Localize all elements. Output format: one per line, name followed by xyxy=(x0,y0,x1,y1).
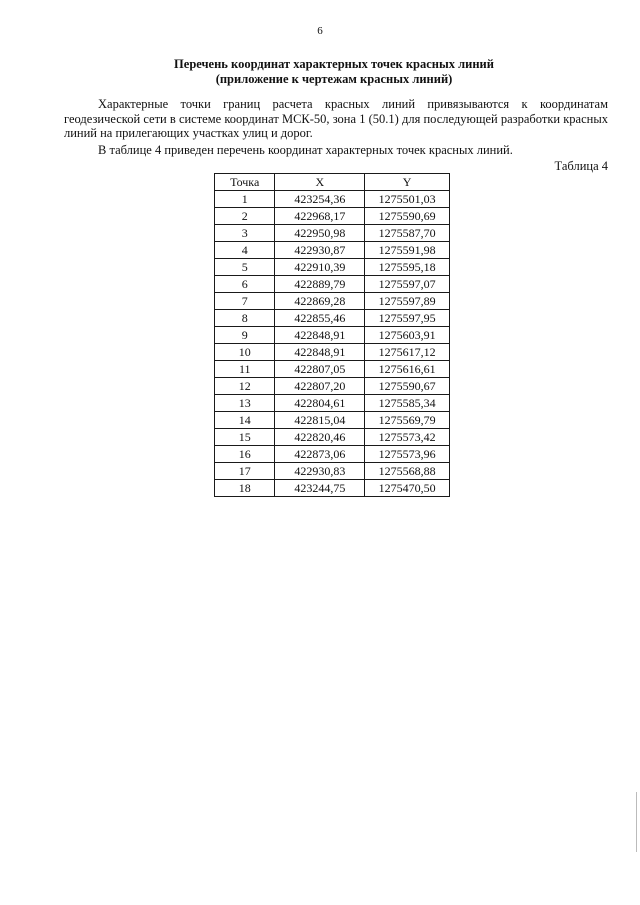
cell-y: 1275568,88 xyxy=(365,463,450,480)
header-y: Y xyxy=(365,174,450,191)
title-line-2: (приложение к чертежам красных линий) xyxy=(215,72,453,86)
header-point: Точка xyxy=(215,174,275,191)
cell-y: 1275591,98 xyxy=(365,242,450,259)
cell-y: 1275569,79 xyxy=(365,412,450,429)
cell-point: 12 xyxy=(215,378,275,395)
table-row xyxy=(215,276,450,293)
cell-y: 1275597,89 xyxy=(365,293,450,310)
cell-point: 14 xyxy=(215,412,275,429)
cell-point: 3 xyxy=(215,225,275,242)
cell-y: 1275470,50 xyxy=(365,480,450,497)
table-row xyxy=(215,344,450,361)
table-row xyxy=(215,225,450,242)
cell-x: 422820,46 xyxy=(275,429,365,446)
cell-point: 18 xyxy=(215,480,275,497)
coordinates-table xyxy=(214,173,450,497)
cell-point: 17 xyxy=(215,463,275,480)
table-row xyxy=(215,327,450,344)
table-label: Таблица 4 xyxy=(554,159,608,173)
table-row xyxy=(215,412,450,429)
cell-point: 10 xyxy=(215,344,275,361)
cell-point: 1 xyxy=(215,191,275,208)
cell-x: 422950,98 xyxy=(275,225,365,242)
cell-y: 1275590,69 xyxy=(365,208,450,225)
cell-y: 1275585,34 xyxy=(365,395,450,412)
cell-x: 422889,79 xyxy=(275,276,365,293)
table-body xyxy=(215,191,450,497)
cell-point: 16 xyxy=(215,446,275,463)
table-row xyxy=(215,293,450,310)
table-header-row xyxy=(215,174,450,191)
cell-x: 422873,06 xyxy=(275,446,365,463)
cell-x: 422815,04 xyxy=(275,412,365,429)
cell-x: 422855,46 xyxy=(275,310,365,327)
cell-x: 422930,87 xyxy=(275,242,365,259)
table-row xyxy=(215,480,450,497)
cell-x: 423254,36 xyxy=(275,191,365,208)
document-title xyxy=(60,57,608,87)
cell-x: 422848,91 xyxy=(275,327,365,344)
cell-y: 1275573,96 xyxy=(365,446,450,463)
cell-y: 1275617,12 xyxy=(365,344,450,361)
cell-y: 1275595,18 xyxy=(365,259,450,276)
table-row xyxy=(215,361,450,378)
cell-y: 1275590,67 xyxy=(365,378,450,395)
table-row xyxy=(215,395,450,412)
cell-point: 4 xyxy=(215,242,275,259)
cell-y: 1275501,03 xyxy=(365,191,450,208)
scan-edge-mark xyxy=(636,792,637,852)
header-x: X xyxy=(275,174,365,191)
table-row xyxy=(215,242,450,259)
table-row xyxy=(215,378,450,395)
cell-x: 422848,91 xyxy=(275,344,365,361)
cell-x: 423244,75 xyxy=(275,480,365,497)
cell-x: 422930,83 xyxy=(275,463,365,480)
cell-y: 1275597,95 xyxy=(365,310,450,327)
cell-point: 5 xyxy=(215,259,275,276)
cell-y: 1275616,61 xyxy=(365,361,450,378)
cell-x: 422807,05 xyxy=(275,361,365,378)
cell-x: 422804,61 xyxy=(275,395,365,412)
cell-y: 1275587,70 xyxy=(365,225,450,242)
table-row xyxy=(215,463,450,480)
title-line-1: Перечень координат характерных точек красных линий xyxy=(174,57,494,71)
cell-y: 1275573,42 xyxy=(365,429,450,446)
cell-x: 422869,28 xyxy=(275,293,365,310)
table-reference-paragraph: В таблице 4 приведен перечень координат характерных точек красных линий. xyxy=(98,143,513,157)
cell-point: 11 xyxy=(215,361,275,378)
page-number: 6 xyxy=(317,25,323,37)
intro-paragraph: Характерные точки границ расчета красных линий привязываются к координатам геодезической сети в системе координат МСК-50, зона 1 (50.1) для последующей разработки красных линий на прилегающих участках улиц и дорог. xyxy=(64,97,608,140)
cell-point: 2 xyxy=(215,208,275,225)
cell-point: 7 xyxy=(215,293,275,310)
cell-x: 422910,39 xyxy=(275,259,365,276)
cell-point: 8 xyxy=(215,310,275,327)
cell-point: 6 xyxy=(215,276,275,293)
cell-x: 422807,20 xyxy=(275,378,365,395)
cell-point: 13 xyxy=(215,395,275,412)
table-row xyxy=(215,191,450,208)
table-row xyxy=(215,429,450,446)
table-row xyxy=(215,259,450,276)
table-row xyxy=(215,310,450,327)
cell-y: 1275597,07 xyxy=(365,276,450,293)
cell-x: 422968,17 xyxy=(275,208,365,225)
cell-point: 9 xyxy=(215,327,275,344)
cell-point: 15 xyxy=(215,429,275,446)
cell-y: 1275603,91 xyxy=(365,327,450,344)
table-row xyxy=(215,446,450,463)
table-row xyxy=(215,208,450,225)
